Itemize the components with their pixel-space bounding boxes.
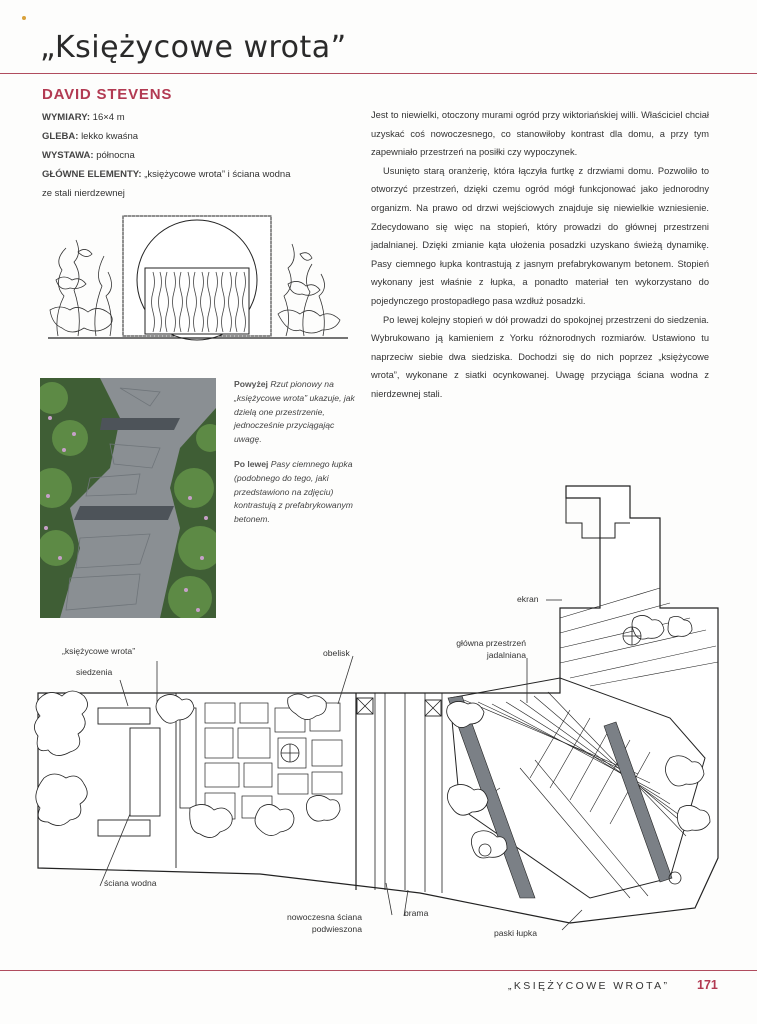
label-water-wall: ściana wodna [104, 878, 157, 888]
article-body [371, 106, 709, 404]
label-dining-area-line2: jadalniana [486, 650, 526, 660]
fact-main-elements-cont: ze stali nierdzewnej [42, 188, 125, 199]
label-seating: siedzenia [76, 667, 113, 677]
page-number: 171 [697, 978, 718, 992]
page-title: „Księżycowe wrota” [40, 30, 347, 65]
label-modern-wall-line2: podwieszona [311, 924, 362, 934]
fact-exposure: WYSTAWA: północna [42, 150, 135, 161]
label-dining-area-line1: główna przestrzeń [456, 638, 526, 648]
paragraph: Usunięto starą oranżerię, która łączyła furtkę z drzwiami domu. Pozwoliło to otworzyć przestrzeń, dzięki czemu ogród mógł funkcjonować jako jednorodny organizm. Na prawo od drzwi wejściowych znajduje się niewielkie wzniesienie. Zdecydowano się więc na stopień, który prowadzi do głównej przestrzeni jadalnianej. Dzięki zmianie kąta ułożenia posadzki uzyskano świeżą dynamikę. Pasy ciemnego łupka kontrastują z jasnym prefabrykowanym betonem. Stopień wykonany jest właśnie z łupka, a ponadto materiał ten wykorzystano do pojedynczego prostopadłego pasa wzdłuż posadzki. [371, 165, 709, 306]
label-modern-wall-line1: nowoczesna ściana [286, 912, 362, 922]
label-screen: ekran [517, 594, 539, 604]
author-name: DAVID STEVENS [42, 86, 173, 103]
paragraph: Jest to niewielki, otoczony murami ogród przy wiktoriańskiej willi. Właściciel chciał uzyskać coś nowoczesnego, co stanowiłoby kontrast dla domu, a przy tym zapewniało przestrzeń na posiłki czy wypoczynek. [371, 110, 709, 158]
corner-dot [22, 16, 26, 20]
fact-dimensions: WYMIARY: 16×4 m [42, 112, 125, 123]
fact-soil: GLEBA: lekko kwaśna [42, 131, 139, 142]
footer-rule [0, 970, 757, 971]
caption-left: Po lewej Pasy ciemnego łupka (podobnego do tego, jaki przedstawiono na zdjęciu) kontrastują z prefabrykowanym betonem. [234, 458, 353, 525]
label-gate: brama [404, 908, 429, 918]
label-slate-strips: paski łupka [494, 928, 537, 938]
caption-above: Powyżej Rzut pionowy na „księżycowe wrota” ukazuje, jak dzielą one przestrzenie, jednocześnie przyciągając uwagę. [234, 379, 355, 445]
label-moon-gate: „księżycowe wrota” [62, 646, 136, 656]
paragraph: Po lewej kolejny stopień w dół prowadzi do spokojnej przestrzeni do siedzenia. Wybrukowano ją kamieniem z Yorku różnorodnych rozmiarów. Ustawiono tu naprzeciw siebie dwa siedziska. Dochodzi się do nich poprzez „księżycowe wrota”, wykonane z siatki ocynkowanej. Uwagę przyciąga ściana wodna z nierdzewnej stali. [371, 314, 709, 399]
running-title: „KSIĘŻYCOWE WROTA” [508, 980, 670, 992]
garden-facts [42, 108, 362, 203]
moon-gate-elevation-drawing [38, 210, 356, 370]
fact-main-elements: GŁÓWNE ELEMENTY: „księżycowe wrota” i ściana wodna [42, 169, 291, 180]
title-rule [0, 73, 757, 74]
garden-plan-drawing [30, 478, 732, 933]
label-obelisk: obelisk [323, 648, 350, 658]
